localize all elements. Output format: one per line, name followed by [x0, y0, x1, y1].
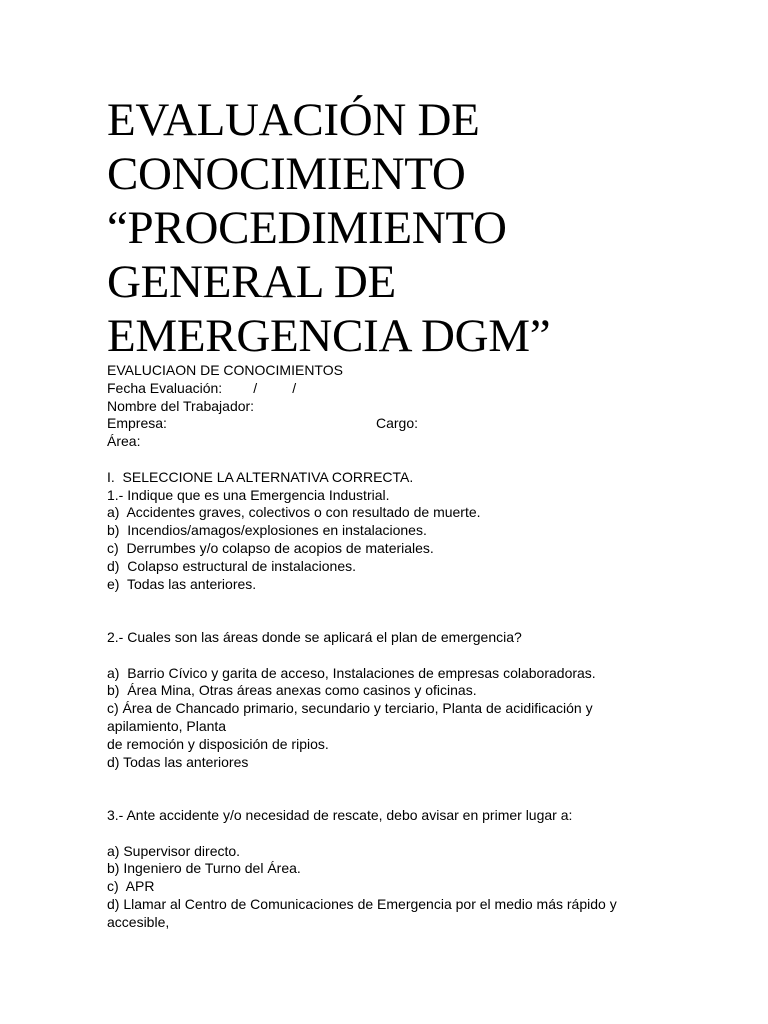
title-line: EMERGENCIA DGM”	[107, 310, 551, 362]
spacer	[107, 451, 667, 469]
q2-option-b: b) Área Mina, Otras áreas anexas como casinos y oficinas.	[107, 682, 477, 699]
spacer	[107, 647, 667, 665]
spacer	[107, 593, 667, 629]
title-line: CONOCIMIENTO	[107, 148, 466, 200]
title-line: EVALUACIÓN DE	[107, 94, 480, 146]
question-1: 1.- Indique que es una Emergencia Industrial.	[107, 486, 390, 503]
question-3: 3.- Ante accidente y/o necesidad de rescate, debo avisar en primer lugar a:	[107, 806, 573, 823]
document-body	[107, 362, 667, 932]
cargo-field-label: Cargo:	[376, 415, 419, 432]
nombre-field-label: Nombre del Trabajador:	[107, 397, 255, 414]
title-line: “PROCEDIMIENTO	[107, 202, 507, 254]
area-field-label: Área:	[107, 433, 141, 450]
q3-option-b: b) Ingeniero de Turno del Área.	[107, 860, 301, 877]
q1-option-b: b) Incendios/amagos/explosiones en instalaciones.	[107, 522, 427, 539]
section-heading: I. SELECCIONE LA ALTERNATIVA CORRECTA.	[107, 468, 414, 485]
q2-option-c: c) Área de Chancado primario, secundario y terciario, Planta de acidificación y apilamiento, Planta	[107, 700, 593, 734]
q3-option-c: c) APR	[107, 878, 155, 895]
q1-option-e: e) Todas las anteriores.	[107, 575, 257, 592]
title-line: GENERAL DE	[107, 256, 396, 308]
q1-option-c: c) Derrumbes y/o colapso de acopios de materiales.	[107, 539, 434, 556]
q3-option-a: a) Supervisor directo.	[107, 842, 241, 859]
q1-option-a: a) Accidentes graves, colectivos o con resultado de muerte.	[107, 504, 481, 521]
document-page	[107, 93, 667, 932]
spacer	[107, 825, 667, 843]
document-title	[107, 93, 667, 363]
q3-option-d: d) Llamar al Centro de Comunicaciones de Emergencia por el medio más rápido y accesible,	[107, 895, 617, 930]
q2-option-d: d) Todas las anteriores	[107, 753, 249, 770]
q2-option-a: a) Barrio Cívico y garita de acceso, Instalaciones de empresas colaboradoras.	[107, 664, 596, 681]
spacer	[107, 771, 667, 807]
q2-option-c-continued: de remoción y disposición de ripios.	[107, 735, 329, 752]
q1-option-d: d) Colapso estructural de instalaciones.	[107, 557, 357, 574]
form-subtitle: EVALUCIAON DE CONOCIMIENTOS	[107, 362, 343, 378]
empresa-cargo-row	[107, 415, 667, 433]
empresa-field-label: Empresa:	[107, 415, 167, 432]
question-2: 2.- Cuales son las áreas donde se aplicará el plan de emergencia?	[107, 628, 522, 645]
fecha-field-label: Fecha Evaluación: / /	[107, 379, 297, 396]
